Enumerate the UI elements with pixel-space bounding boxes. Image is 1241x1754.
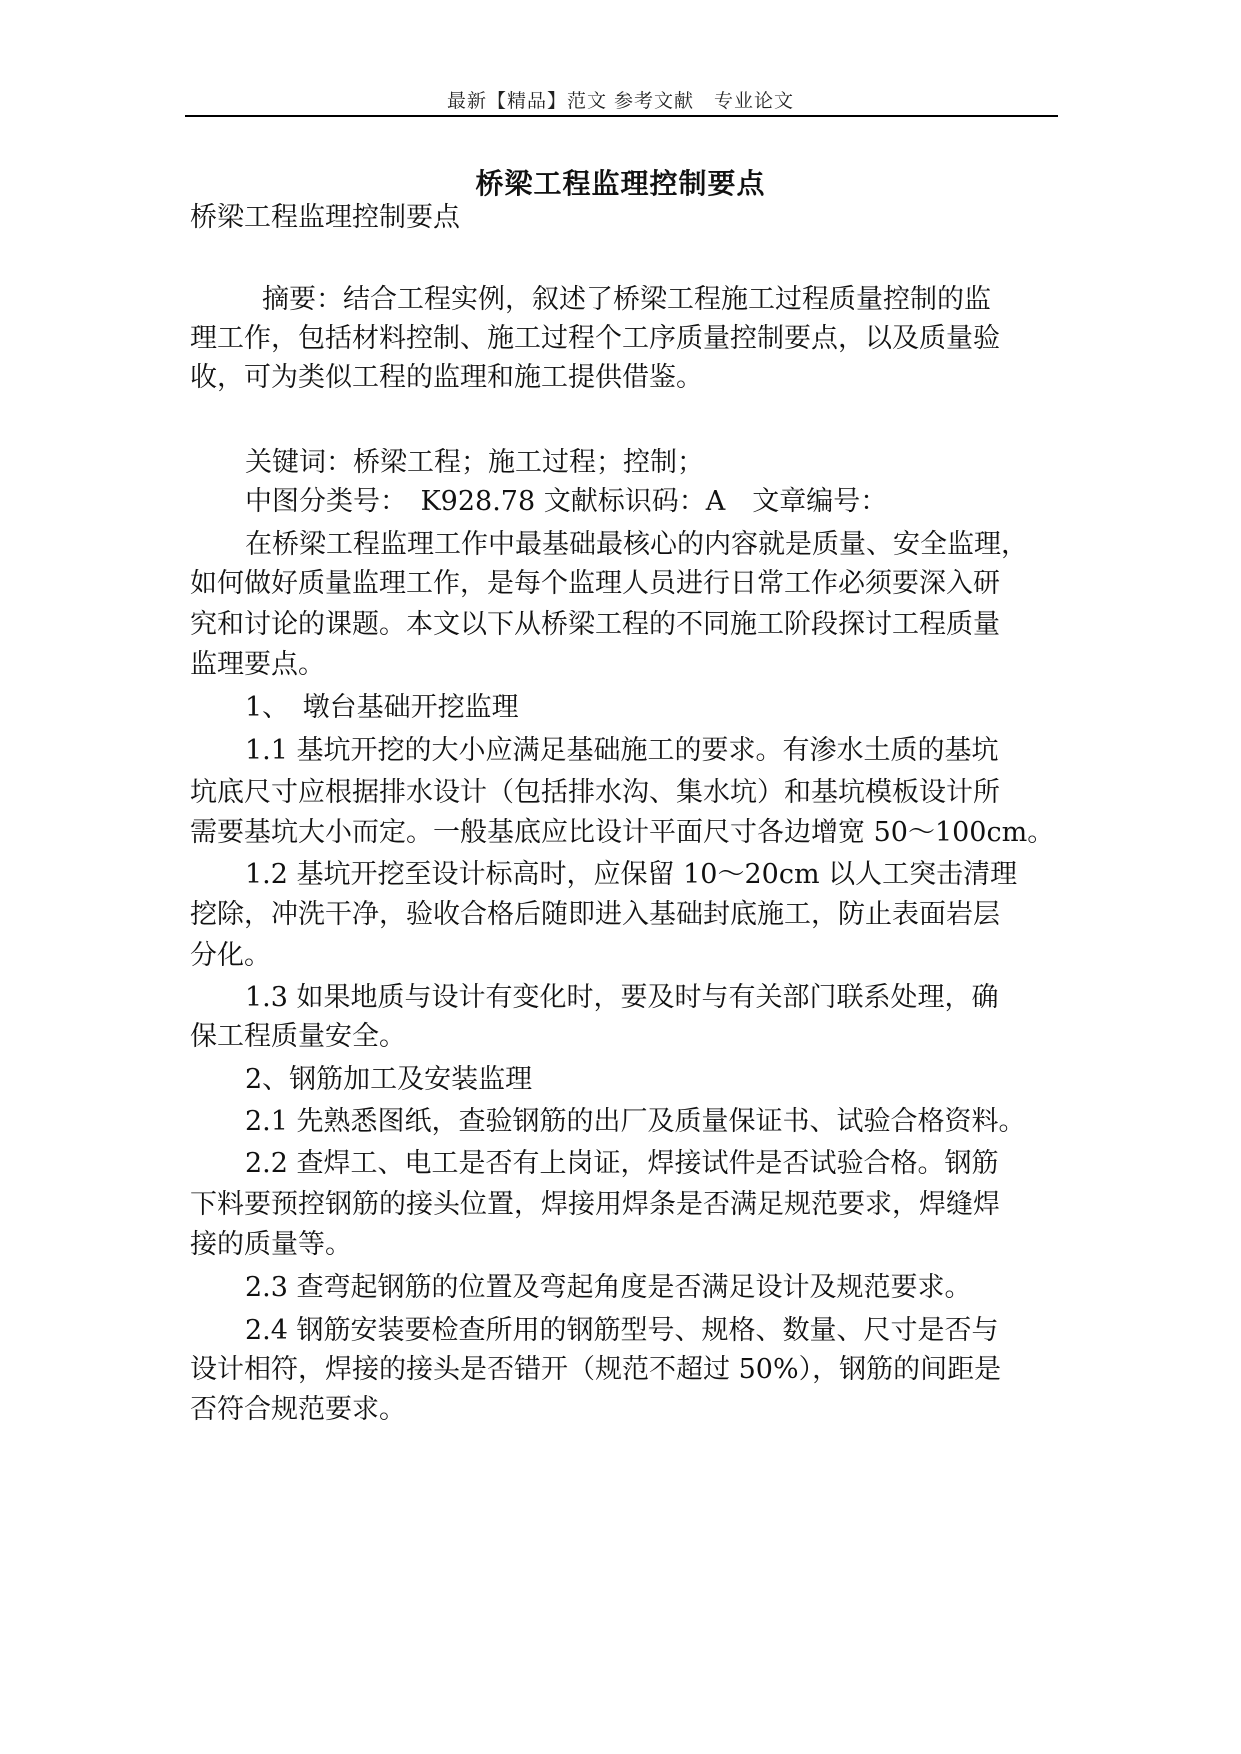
intro-line: 在桥梁工程监理工作中最基础最核心的内容就是质量、安全监理， (245, 529, 1028, 560)
paragraph-line: 否符合规范要求。 (190, 1394, 406, 1425)
paragraph-line: 坑底尺寸应根据排水设计（包括排水沟、集水坑）和基坑模板设计所 (190, 777, 1000, 808)
paragraph-line: 1.2 基坑开挖至设计标高时，应保留 10～20cm 以人工突击清理 (245, 859, 1018, 890)
paragraph-line: 1.1 基坑开挖的大小应满足基础施工的要求。有渗水土质的基坑 (245, 735, 999, 766)
paragraph-line: 2.3 查弯起钢筋的位置及弯起角度是否满足设计及规范要求。 (245, 1272, 972, 1303)
paragraph-line: 2.2 查焊工、电工是否有上岗证，焊接试件是否试验合格。钢筋 (245, 1148, 999, 1179)
header-text: 最新【精品】范文 参考文献 专业论文 (446, 90, 795, 112)
paragraph-line: 设计相符，焊接的接头是否错开（规范不超过 50%），钢筋的间距是 (190, 1354, 1002, 1385)
intro-line: 如何做好质量监理工作，是每个监理人员进行日常工作必须要深入研 (190, 568, 1000, 599)
paragraph-line: 需要基坑大小而定。一般基底应比设计平面尺寸各边增宽 50～100cm。 (190, 817, 1055, 848)
classification-line: 中图分类号： K928.78 文献标识码：A 文章编号： (245, 486, 888, 517)
paragraph-line: 保工程质量安全。 (190, 1021, 406, 1052)
abstract-line: 理工作，包括材料控制、施工过程个工序质量控制要点，以及质量验 (190, 323, 1000, 354)
intro-line: 究和讨论的课题。本文以下从桥梁工程的不同施工阶段探讨工程质量 (190, 609, 1000, 640)
document-title: 桥梁工程监理控制要点 (475, 167, 766, 200)
paragraph-line: 分化。 (190, 940, 271, 971)
paragraph-line: 2.4 钢筋安装要检查所用的钢筋型号、规格、数量、尺寸是否与 (245, 1315, 999, 1346)
intro-line: 监理要点。 (190, 649, 325, 680)
header-divider (185, 115, 1058, 117)
paragraph-line: 2.1 先熟悉图纸，查验钢筋的出厂及质量保证书、试验合格资料。 (245, 1106, 1026, 1137)
paragraph-line: 接的质量等。 (190, 1229, 352, 1260)
section-heading: 2、钢筋加工及安装监理 (245, 1064, 533, 1095)
document-subtitle: 桥梁工程监理控制要点 (190, 202, 460, 233)
paragraph-line: 挖除，冲洗干净，验收合格后随即进入基础封底施工，防止表面岩层 (190, 899, 1000, 930)
paragraph-line: 1.3 如果地质与设计有变化时，要及时与有关部门联系处理，确 (245, 982, 999, 1013)
abstract-line: 摘要：结合工程实例，叙述了桥梁工程施工过程质量控制的监 (262, 284, 991, 315)
section-heading: 1、 墩台基础开挖监理 (245, 692, 519, 723)
keywords-line: 关键词：桥梁工程；施工过程；控制； (245, 447, 704, 478)
paragraph-line: 下料要预控钢筋的接头位置，焊接用焊条是否满足规范要求，焊缝焊 (190, 1189, 1000, 1220)
abstract-line: 收，可为类似工程的监理和施工提供借鉴。 (190, 362, 703, 393)
